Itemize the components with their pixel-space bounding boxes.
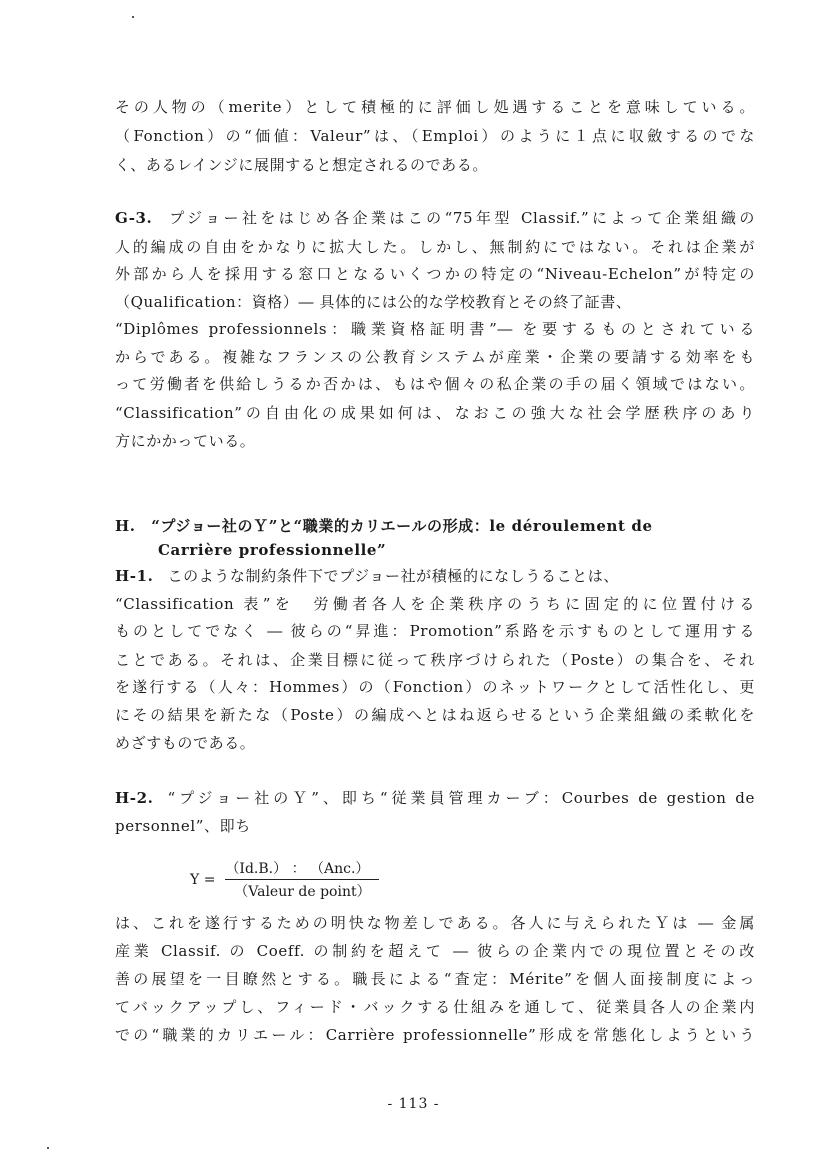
paragraph-line: （Fonction）の“価値：Valeur”は、（Emploi）のように１点に収斂するのでな bbox=[115, 127, 755, 145]
formula-fraction bbox=[225, 858, 379, 901]
formula-numerator: （Id.B.） ： （Anc.） bbox=[225, 858, 379, 880]
h1-line: このような制約条件下でプジョー社が積極的になしうることは、 bbox=[167, 567, 619, 585]
paragraph-line: での“職業的カリエール：Carrière professionnelle”形成を常態化しようという bbox=[115, 1026, 755, 1044]
h1-line: “Classification 表”を 労働者各人を企業秩序のうちに固定的に位置付ける bbox=[115, 595, 755, 613]
scan-speck bbox=[132, 16, 134, 18]
g3-line: “Classification”の自由化の成果如何は、なおこの強大な社会学歴秩序のあり bbox=[115, 404, 755, 422]
g3-line: 人的編成の自由をかなりに拡大した。しかし、無制約にではない。それは企業が bbox=[115, 238, 755, 256]
paragraph-line: 産業 Classif. の Coeff. の制約を超えて ― 彼らの企業内での現位置とその改 bbox=[115, 942, 755, 960]
scan-speck bbox=[47, 1147, 49, 1149]
g3-line: からである。複雑なフランスの公教育システムが産業・企業の要請する効率をも bbox=[115, 348, 755, 366]
paragraph-line: く、あるレインジに展開すると想定されるのである。 bbox=[115, 156, 488, 174]
page-number: - 113 - bbox=[387, 1096, 440, 1112]
formula-lhs: Y = bbox=[190, 871, 216, 888]
paragraph-line: その人物の（merite）として積極的に評価し処遇することを意味している。 bbox=[115, 98, 755, 116]
section-heading: H. “プジョー社のＹ”と“職業的カリエールの形成：le déroulement de bbox=[115, 517, 653, 535]
y-formula bbox=[190, 858, 379, 901]
section-heading: Carrière professionnelle” bbox=[158, 541, 387, 559]
h2-line: personnel”、即ち bbox=[115, 817, 251, 835]
g3-line: “Diplômes professionnels：職業資格証明書”― を要するものとされている bbox=[115, 320, 755, 338]
h2-first-line bbox=[115, 788, 755, 808]
paragraph-line: 善の展望を一目瞭然とする。職長による“査定：Mérite”を個人面接制度によっ bbox=[115, 970, 755, 988]
g3-line: （Qualification：資格）― 具体的には公的な学校教育とその終了証書、 bbox=[115, 293, 632, 311]
g3-line: プジョー社をはじめ各企業はこの“75年型 Classif.”によって企業組織の bbox=[166, 209, 755, 227]
h1-line: を遂行する（人々：Hommes）の（Fonction）のネットワークとして活性化し、更 bbox=[115, 678, 755, 696]
h1-label: H-1. bbox=[115, 567, 154, 585]
h1-line: ものとしてでなく ― 彼らの“昇進：Promotion”系路を示すものとして運用する bbox=[115, 622, 756, 640]
h1-line: にその結果を新たな（Poste）の編成へとはね返らせるという企業組織の柔軟化を bbox=[115, 706, 755, 724]
g3-line: って労働者を供給しうるか否かは、もはや個々の私企業の手の届く領域ではない。 bbox=[115, 375, 755, 393]
g3-label: G-3. bbox=[115, 209, 153, 227]
formula-denominator: （Valeur de point） bbox=[234, 884, 371, 900]
paragraph-line: てバックアップし、フィード・バックする仕組みを通して、従業員各人の企業内 bbox=[115, 998, 755, 1016]
g3-line: 方にかかっている。 bbox=[115, 432, 256, 450]
h1-line: ことである。それは、企業目標に従って秩序づけられた（Poste）の集合を、それ bbox=[115, 651, 755, 669]
h2-label: H-2. bbox=[115, 789, 154, 807]
paragraph-line: は、これを遂行するための明快な物差しである。各人に与えられたＹは ― 金属 bbox=[115, 914, 755, 932]
h1-first-line bbox=[115, 566, 755, 586]
h1-line: めざすものである。 bbox=[115, 734, 256, 752]
h2-line: “プジョー社のＹ”、即ち“従業員管理カーブ：Courbes de gestion de bbox=[167, 789, 755, 807]
g3-line: 外部から人を採用する窓口となるいくつかの特定の“Niveau-Echelon”が特定の bbox=[115, 265, 755, 283]
g3-first-line bbox=[115, 208, 755, 228]
